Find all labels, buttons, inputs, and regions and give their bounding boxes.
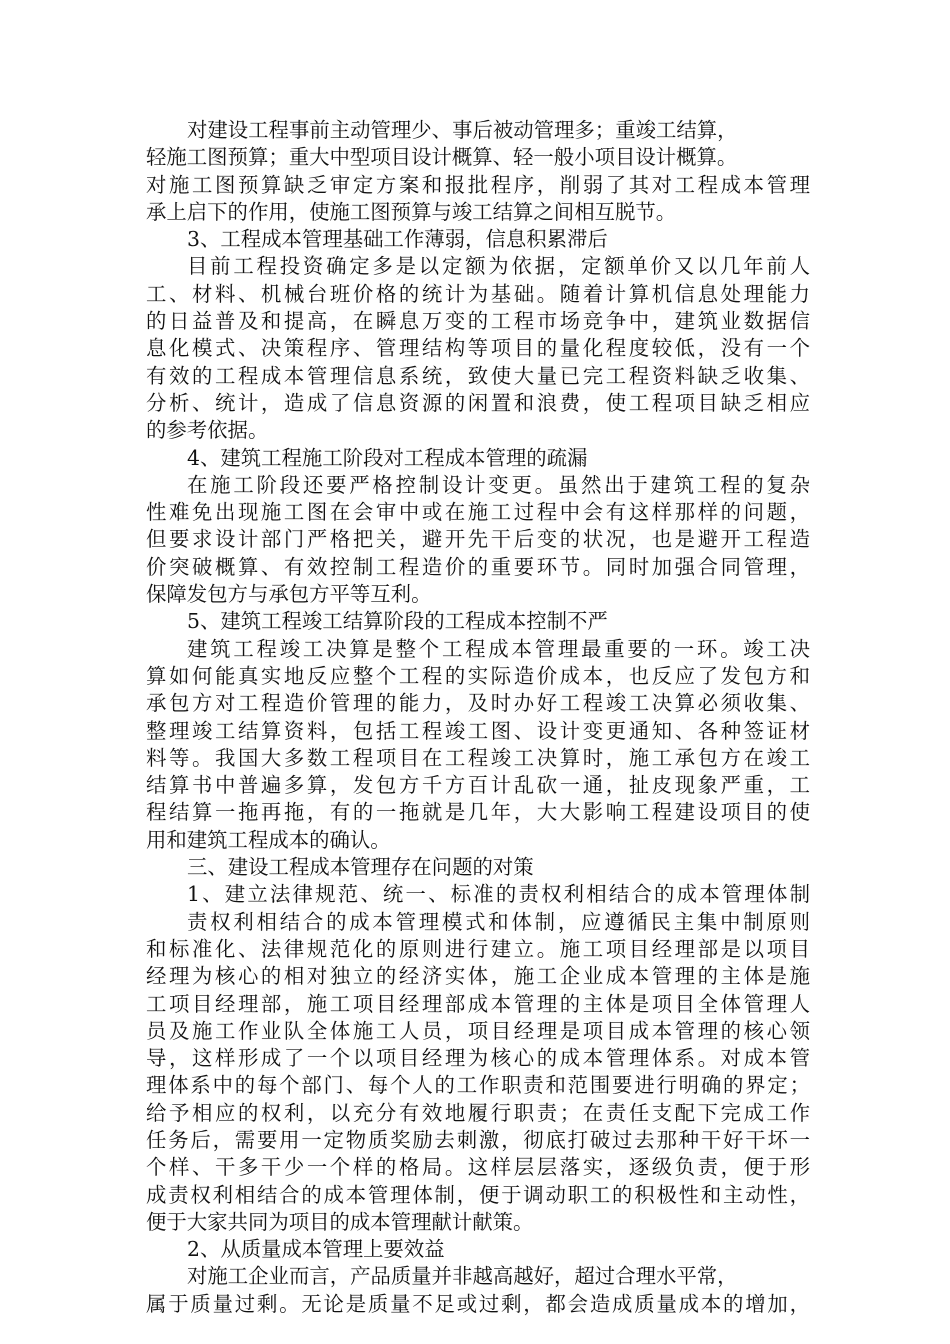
text-line: 导，这样形成了一个以项目经理为核心的成本管理体系。对成本管	[146, 1046, 810, 1071]
document-page	[146, 117, 810, 1318]
text-line: 息化模式、决策程序、管理结构等项目的量化程度较低，没有一个	[146, 336, 810, 361]
text-line: 属于质量过剩。无论是质量不足或过剩，都会造成质量成本的增加，	[146, 1291, 810, 1316]
text-line: 2、从质量成本管理上要效益	[187, 1237, 445, 1262]
text-line: 对建设工程事前主动管理少、事后被动管理多；重竣工结算，	[187, 118, 738, 142]
text-line: 理体系中的每个部门、每个人的工作职责和范围要进行明确的界定；	[146, 1073, 810, 1098]
text-line: 三、建设工程成本管理存在问题的对策	[187, 855, 534, 880]
text-line: 便于大家共同为项目的成本管理献计献策。	[146, 1209, 534, 1234]
text-line: 任务后，需要用一定物质奖励去刺激，彻底打破过去那种干好干坏一	[146, 1127, 810, 1152]
text-line: 结算书中普遍多算，发包方千方百计乱砍一通，扯皮现象严重，工	[146, 773, 810, 798]
text-line: 有效的工程成本管理信息系统，致使大量已完工程资料缺乏收集、	[146, 363, 810, 388]
text-line: 成责权利相结合的成本管理体制，便于调动职工的积极性和主动性，	[146, 1182, 810, 1207]
text-line: 责权利相结合的成本管理模式和体制，应遵循民主集中制原则	[187, 909, 810, 934]
text-line: 承包方对工程造价管理的能力，及时办好工程竣工决算必须收集、	[146, 691, 810, 716]
text-line: 轻施工图预算；重大中型项目设计概算、轻一般小项目设计概算。	[146, 145, 738, 170]
text-line: 保障发包方与承包方平等互利。	[146, 582, 432, 607]
text-line: 对施工企业而言，产品质量并非越高越好，超过合理水平常，	[187, 1264, 738, 1289]
text-line: 个样、干多干少一个样的格局。这样层层落实，逐级负责，便于形	[146, 1155, 810, 1180]
text-line: 承上启下的作用，使施工图预算与竣工结算之间相互脱节。	[146, 199, 677, 224]
text-line: 算如何能真实地反应整个工程的实际造价成本，也反应了发包方和	[146, 663, 810, 688]
text-line: 建筑工程竣工决算是整个工程成本管理最重要的一环。竣工决	[187, 636, 810, 661]
text-line: 3、工程成本管理基础工作薄弱，信息积累滞后	[187, 227, 608, 252]
text-line: 价突破概算、有效控制工程造价的重要环节。同时加强合同管理，	[146, 554, 810, 579]
text-line: 对施工图预算缺乏审定方案和报批程序，削弱了其对工程成本管理	[146, 172, 810, 197]
text-line: 程结算一拖再拖，有的一拖就是几年，大大影响工程建设项目的使	[146, 800, 810, 825]
text-line: 性难免出现施工图在会审中或在施工过程中会有这样那样的问题，	[146, 500, 810, 525]
text-line: 但要求设计部门严格把关，避开先干后变的状况，也是避开工程造	[146, 527, 810, 552]
text-line: 在施工阶段还要严格控制设计变更。虽然出于建筑工程的复杂	[187, 472, 810, 497]
text-line: 整理竣工结算资料，包括工程竣工图、设计变更通知、各种签证材	[146, 718, 810, 743]
text-line: 目前工程投资确定多是以定额为依据，定额单价又以几年前人	[187, 254, 810, 279]
text-line: 料等。我国大多数工程项目在工程竣工决算时，施工承包方在竣工	[146, 745, 810, 770]
text-line: 工项目经理部，施工项目经理部成本管理的主体是项目全体管理人	[146, 991, 810, 1016]
text-line: 5、建筑工程竣工结算阶段的工程成本控制不严	[187, 609, 608, 634]
text-line: 员及施工作业队全体施工人员，项目经理是项目成本管理的核心领	[146, 1018, 810, 1043]
text-line: 给予相应的权利，以充分有效地履行职责；在责任支配下完成工作	[146, 1100, 810, 1125]
text-line: 4、建筑工程施工阶段对工程成本管理的疏漏	[187, 445, 588, 470]
text-line: 和标准化、法律规范化的原则进行建立。施工项目经理部是以项目	[146, 936, 810, 961]
text-line: 1、建立法律规范、统一、标准的责权利相结合的成本管理体制	[187, 882, 810, 907]
text-line: 分析、统计，造成了信息资源的闲置和浪费，使工程项目缺乏相应	[146, 390, 810, 415]
text-line: 的日益普及和提高，在瞬息万变的工程市场竞争中，建筑业数据信	[146, 309, 810, 334]
text-line: 工、材料、机械台班价格的统计为基础。随着计算机信息处理能力	[146, 281, 810, 306]
text-line: 经理为核心的相对独立的经济实体，施工企业成本管理的主体是施	[146, 964, 810, 989]
text-line: 的参考依据。	[146, 418, 269, 443]
text-line: 用和建筑工程成本的确认。	[146, 827, 391, 852]
